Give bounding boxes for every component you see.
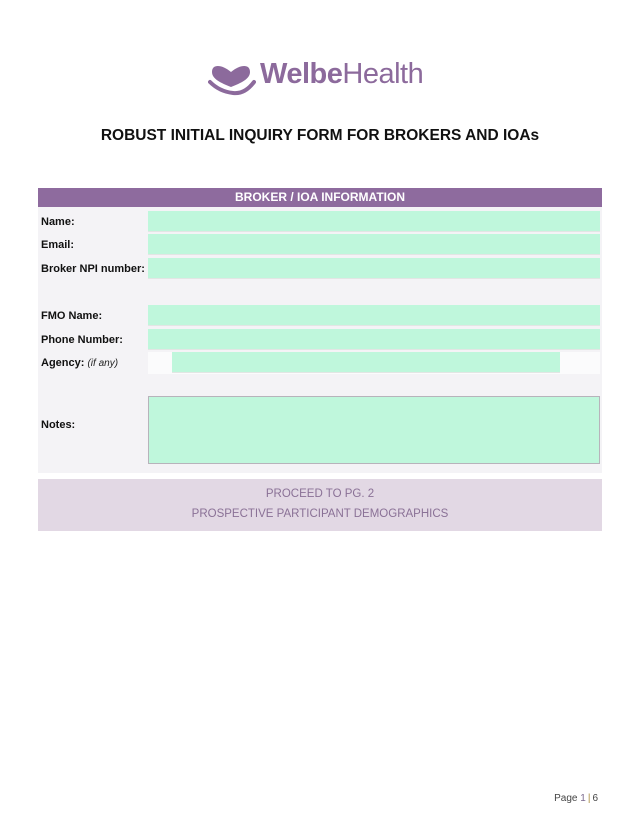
- page-current: 1: [580, 793, 586, 804]
- agency-label: Agency: (if any): [41, 357, 119, 369]
- phone-row: [38, 329, 602, 351]
- page-total: 6: [592, 793, 598, 804]
- form-title: ROBUST INITIAL INQUIRY FORM FOR BROKERS AND IOAs: [100, 127, 540, 144]
- name-label: Name:: [41, 216, 75, 228]
- fmo-input[interactable]: [148, 305, 600, 326]
- notes-textarea[interactable]: [148, 396, 600, 464]
- page-label: Page: [554, 793, 578, 804]
- section-header: BROKER / IOA INFORMATION: [38, 188, 602, 207]
- agency-input[interactable]: [172, 352, 560, 373]
- agency-field-wrap: [148, 352, 600, 374]
- agency-note: (if any): [87, 358, 119, 369]
- npi-label: Broker NPI number:: [41, 263, 145, 275]
- proceed-banner: [38, 479, 602, 531]
- logo-text: WelbeHealth: [260, 57, 424, 90]
- proceed-line1: PROCEED TO PG. 2: [265, 488, 375, 500]
- form-body: [38, 207, 602, 473]
- fmo-label: FMO Name:: [41, 310, 103, 322]
- npi-input[interactable]: [148, 258, 600, 279]
- npi-row: [38, 258, 602, 280]
- broker-ioa-form: [38, 188, 602, 531]
- fmo-row: [38, 305, 602, 327]
- email-label: Email:: [41, 239, 75, 251]
- email-row: [38, 234, 602, 256]
- phone-input[interactable]: [148, 329, 600, 350]
- proceed-line2: PROSPECTIVE PARTICIPANT DEMOGRAPHICS: [191, 508, 449, 520]
- welbe-health-logo: [208, 52, 423, 96]
- name-input[interactable]: [148, 211, 600, 232]
- notes-label: Notes:: [41, 419, 76, 431]
- phone-label: Phone Number:: [41, 334, 123, 346]
- agency-row: [38, 352, 602, 374]
- page-footer: [554, 793, 598, 804]
- email-input[interactable]: [148, 234, 600, 255]
- heart-hand-icon: [208, 52, 256, 96]
- name-row: [38, 211, 602, 233]
- page-separator: |: [587, 793, 591, 804]
